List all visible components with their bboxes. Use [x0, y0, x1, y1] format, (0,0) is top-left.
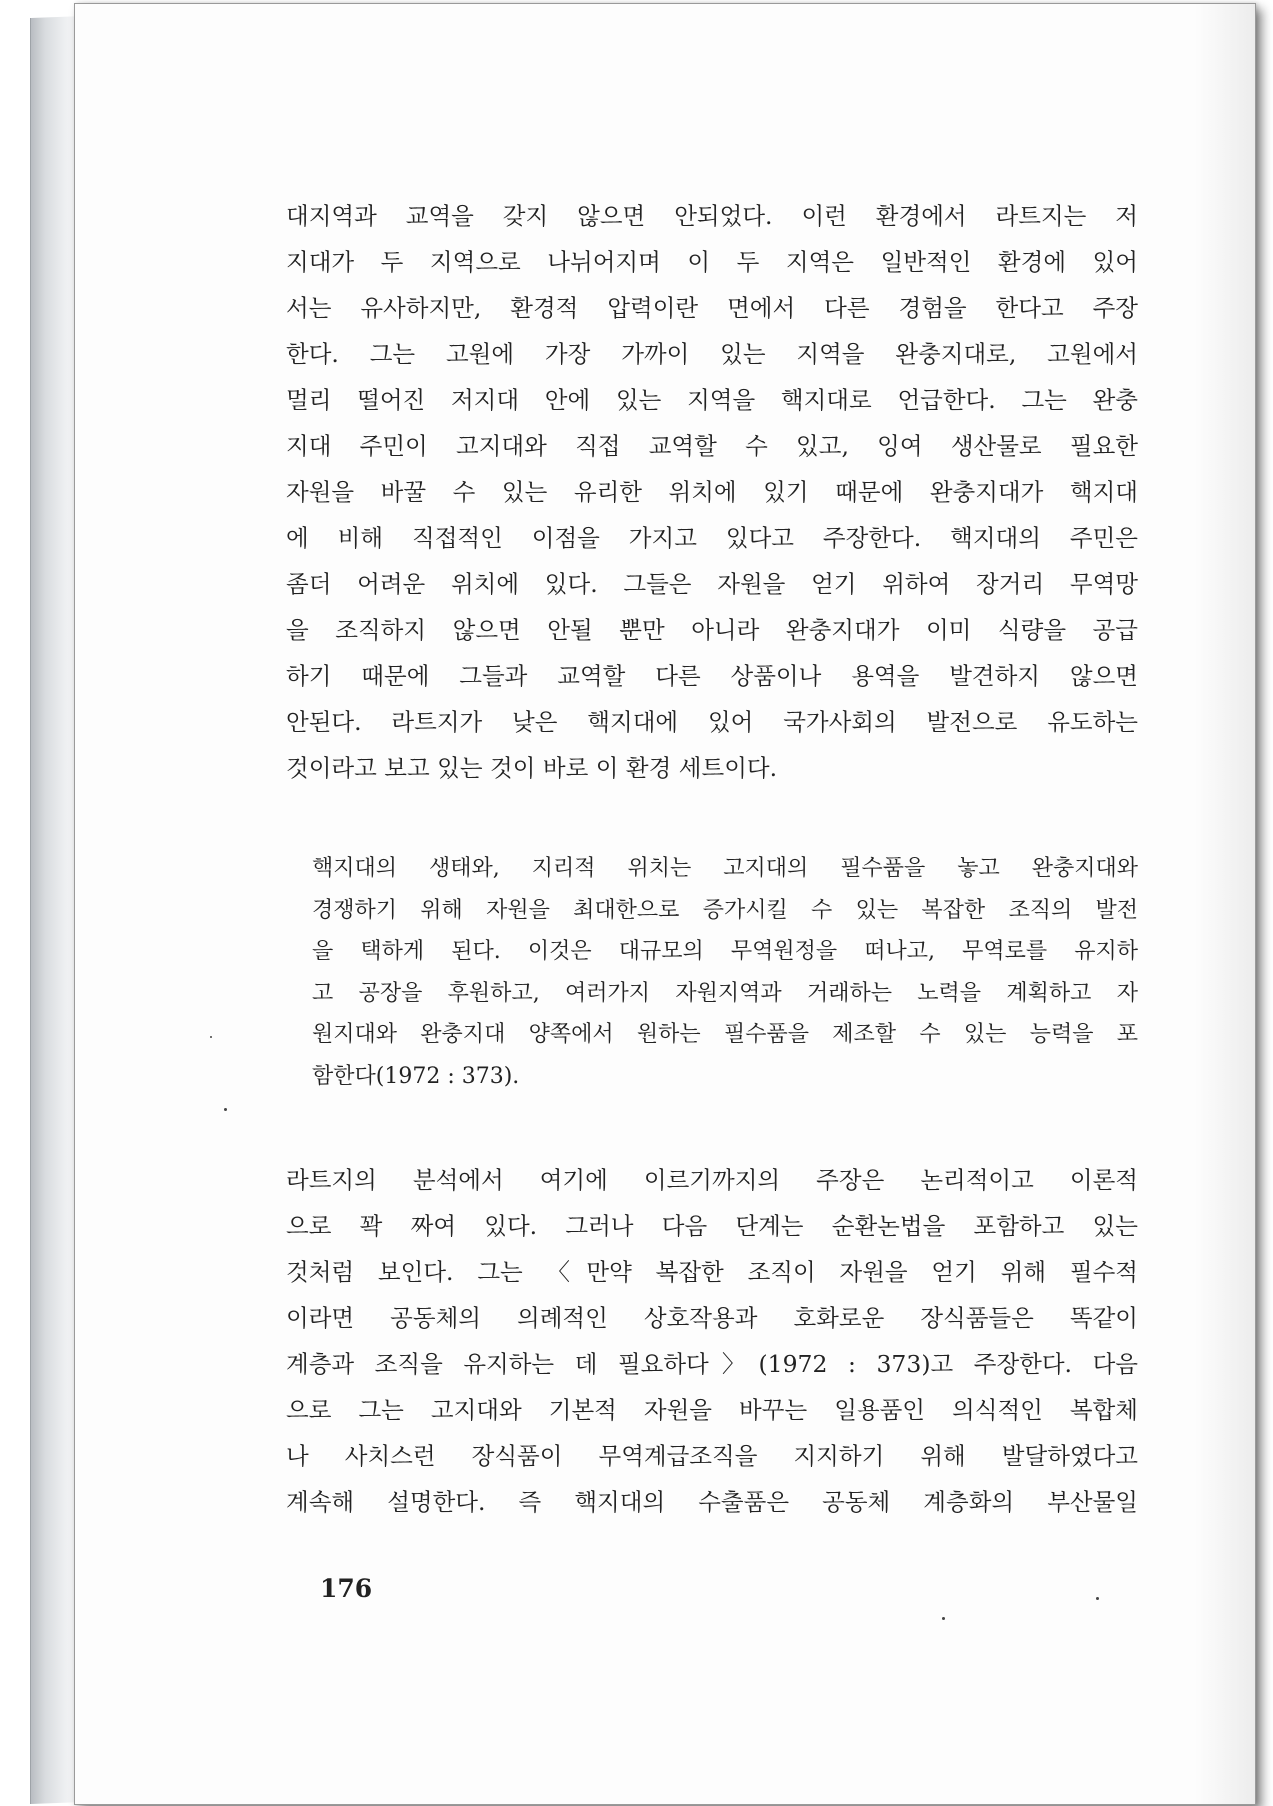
page-number: 176 — [320, 1574, 373, 1603]
book-page-edges — [30, 16, 77, 1804]
text-line: 하기 때문에 그들과 교역할 다른 상품이나 용역을 발견하지 않으면 — [286, 662, 1138, 690]
text-line: 나 사치스런 장식품이 무역계급조직을 지지하기 위해 발달하였다고 — [286, 1442, 1138, 1470]
text-line: 에 비해 직접적인 이점을 가지고 있다고 주장한다. 핵지대의 주민은 — [286, 524, 1138, 552]
quote-line: 을 택하게 된다. 이것은 대규모의 무역원정을 떠나고, 무역로를 유지하 — [312, 939, 1138, 965]
body-paragraph-1 — [286, 193, 1138, 791]
quote-line: 함한다(1972 : 373). — [312, 1063, 520, 1089]
text-line: 대지역과 교역을 갖지 않으면 안되었다. 이런 환경에서 라트지는 저 — [286, 202, 1138, 230]
text-line: 한다. 그는 고원에 가장 가까이 있는 지역을 완충지대로, 고원에서 — [286, 340, 1138, 368]
text-line: 것처럼 보인다. 그는 〈만약 복잡한 조직이 자원을 얻기 위해 필수적 — [286, 1258, 1138, 1286]
page-gutter-shade — [1195, 4, 1255, 1804]
text-line: 자원을 바꿀 수 있는 유리한 위치에 있기 때문에 완충지대가 핵지대 — [286, 478, 1138, 506]
text-line: 멀리 떨어진 저지대 안에 있는 지역을 핵지대로 언급한다. 그는 완충 — [286, 386, 1138, 414]
text-line: 계층과 조직을 유지하는 데 필요하다〉(1972 : 373)고 주장한다. 다음 — [286, 1350, 1138, 1378]
text-line: 지대 주민이 고지대와 직접 교역할 수 있고, 잉여 생산물로 필요한 — [286, 432, 1138, 460]
scan-speck — [942, 1617, 945, 1620]
text-line: 서는 유사하지만, 환경적 압력이란 면에서 다른 경험을 한다고 주장 — [286, 294, 1138, 322]
quote-line: 원지대와 완충지대 양쪽에서 원하는 필수품을 제조할 수 있는 능력을 포 — [312, 1022, 1138, 1048]
text-line: 것이라고 보고 있는 것이 바로 이 환경 세트이다. — [286, 754, 778, 782]
text-line: 으로 그는 고지대와 기본적 자원을 바꾸는 일용품인 의식적인 복합체 — [286, 1396, 1138, 1424]
quote-line: 고 공장을 후원하고, 여러가지 자원지역과 거래하는 노력을 계획하고 자 — [312, 980, 1138, 1006]
quote-line: 핵지대의 생태와, 지리적 위치는 고지대의 필수품을 놓고 완충지대와 — [312, 856, 1138, 881]
scan-speck — [210, 1036, 212, 1038]
text-line: 을 조직하지 않으면 안될 뿐만 아니라 완충지대가 이미 식량을 공급 — [286, 616, 1138, 644]
text-line: 좀더 어려운 위치에 있다. 그들은 자원을 얻기 위하여 장거리 무역망 — [286, 570, 1138, 598]
text-line: 이라면 공동체의 의례적인 상호작용과 호화로운 장식품들은 똑같이 — [286, 1304, 1138, 1332]
text-line: 안된다. 라트지가 낮은 핵지대에 있어 국가사회의 발전으로 유도하는 — [286, 708, 1138, 736]
scan-speck — [1096, 1597, 1099, 1600]
body-paragraph-2 — [286, 1157, 1138, 1525]
text-line: 계속해 설명한다. 즉 핵지대의 수출품은 공동체 계층화의 부산물일 — [286, 1488, 1138, 1516]
text-line: 으로 꽉 짜여 있다. 그러나 다음 단계는 순환논법을 포함하고 있는 — [286, 1212, 1138, 1240]
text-line: 라트지의 분석에서 여기에 이르기까지의 주장은 논리적이고 이론적 — [286, 1166, 1138, 1194]
scan-speck — [224, 1108, 227, 1111]
text-line: 지대가 두 지역으로 나뉘어지며 이 두 지역은 일반적인 환경에 있어 — [286, 248, 1138, 276]
quote-line: 경쟁하기 위해 자원을 최대한으로 증가시킬 수 있는 복잡한 조직의 발전 — [312, 897, 1138, 923]
block-quotation — [312, 848, 1138, 1098]
